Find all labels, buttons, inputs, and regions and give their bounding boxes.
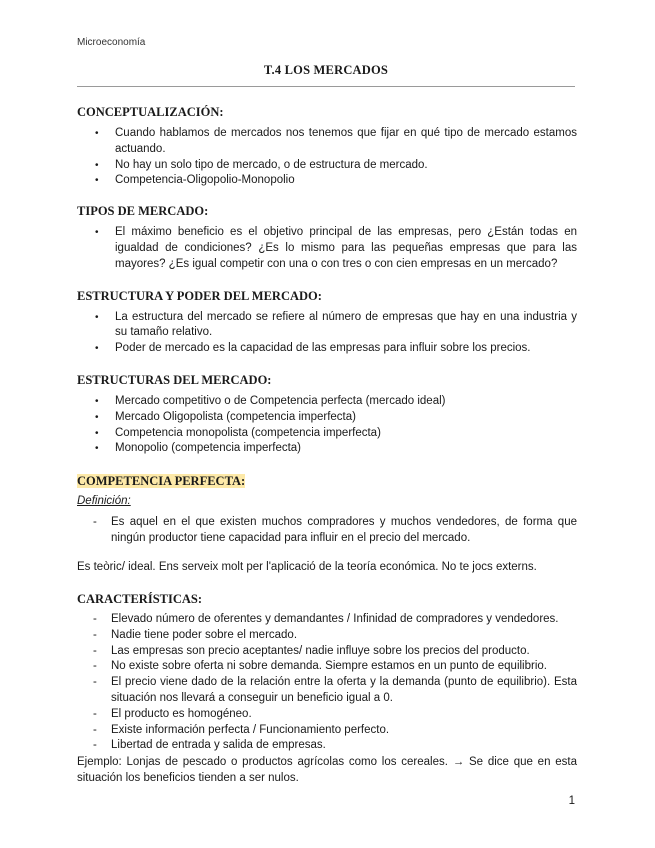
document-title: T.4 LOS MERCADOS bbox=[263, 63, 389, 77]
list-item: - El precio viene dado de la relación entre la oferta y la demanda (punto de equilibrio). Esta situación nos llevará a conseguir un beneficio igual a 0. bbox=[77, 675, 577, 707]
list-item: • La estructura del mercado se refiere al número de empresas que hay en una industria y su tamaño relativo. bbox=[77, 310, 577, 342]
page-number: 1 bbox=[568, 795, 575, 807]
section-heading-estructura-poder: ESTRUCTURA Y PODER DEL MERCADO: bbox=[77, 288, 322, 303]
list-item: • Cuando hablamos de mercados nos tenemos que fijar en qué tipo de mercado estamos actuando. bbox=[77, 126, 577, 158]
section-heading-competencia-perfecta bbox=[77, 473, 577, 489]
list-item: - Elevado número de oferentes y demandantes / Infinidad de compradores y vendedores. bbox=[77, 612, 577, 628]
definition-list bbox=[77, 515, 577, 547]
list-item: • Mercado competitivo o de Competencia perfecta (mercado ideal) bbox=[77, 394, 577, 410]
list-item: - Es aquel en el que existen muchos compradores y muchos vendedores, de forma que ningún productor tiene capacidad para influir en el precio del mercado. bbox=[77, 515, 577, 547]
section-heading-caracteristicas: CARACTERÍSTICAS: bbox=[77, 592, 203, 606]
conceptualizacion-list bbox=[77, 126, 577, 189]
title-divider bbox=[77, 86, 575, 87]
section-heading-conceptualizacion: CONCEPTUALIZACIÓN: bbox=[77, 105, 224, 119]
list-item: • Poder de mercado es la capacidad de las empresas para influir sobre los precios. bbox=[77, 341, 577, 357]
list-item: - El producto es homogéneo. bbox=[77, 707, 577, 723]
list-item: - Libertad de entrada y salida de empresas. bbox=[77, 738, 577, 754]
section-heading-estructuras: ESTRUCTURAS DEL MERCADO: bbox=[77, 372, 272, 387]
list-item: - Las empresas son precio aceptantes/ nadie influye sobre los precios del producto. bbox=[77, 644, 577, 660]
running-header: Microeconomía bbox=[77, 37, 146, 48]
list-item: • No hay un solo tipo de mercado, o de estructura de mercado. bbox=[77, 158, 577, 174]
highlighted-heading-text: COMPETENCIA PERFECTA: bbox=[77, 474, 246, 489]
estructura-poder-list bbox=[77, 310, 577, 357]
list-item: • Competencia monopolista (competencia imperfecta) bbox=[77, 426, 577, 442]
document-body bbox=[77, 104, 577, 547]
list-item: - Nadie tiene poder sobre el mercado. bbox=[77, 628, 577, 644]
tipos-list bbox=[77, 225, 577, 272]
list-item: • Monopolio (competencia imperfecta) bbox=[77, 441, 577, 457]
caracteristicas-block bbox=[77, 591, 577, 786]
list-item: - Existe información perfecta / Funcionamiento perfecto. bbox=[77, 723, 577, 739]
list-item: - No existe sobre oferta ni sobre demanda. Siempre estamos en un punto de equilibrio. bbox=[77, 659, 577, 675]
definition-label: Definición: bbox=[77, 495, 131, 508]
list-item: • El máximo beneficio es el objetivo principal de las empresas, pero ¿Están todas en igualdad de condiciones? ¿Es lo mismo para las pequeñas empresas que para las mayores? ¿Es igual competir con una o con tres o con cien empresas en un mercado? bbox=[77, 225, 577, 272]
list-item: • Competencia-Oligopolio-Monopolio bbox=[77, 173, 577, 189]
list-item: • Mercado Oligopolista (competencia imperfecta) bbox=[77, 410, 577, 426]
example-paragraph: Ejemplo: Lonjas de pescado o productos agrícolas como los cereales. → Se dice que en esta situación los beneficios tienden a ser nulos. bbox=[77, 756, 577, 785]
competencia-note: Es teòric/ ideal. Ens serveix molt per l'aplicació de la teoría económica. No te jocs externs. bbox=[77, 561, 537, 573]
section-heading-tipos: TIPOS DE MERCADO: bbox=[77, 204, 209, 219]
estructuras-list bbox=[77, 394, 577, 457]
caracteristicas-list bbox=[77, 612, 577, 754]
